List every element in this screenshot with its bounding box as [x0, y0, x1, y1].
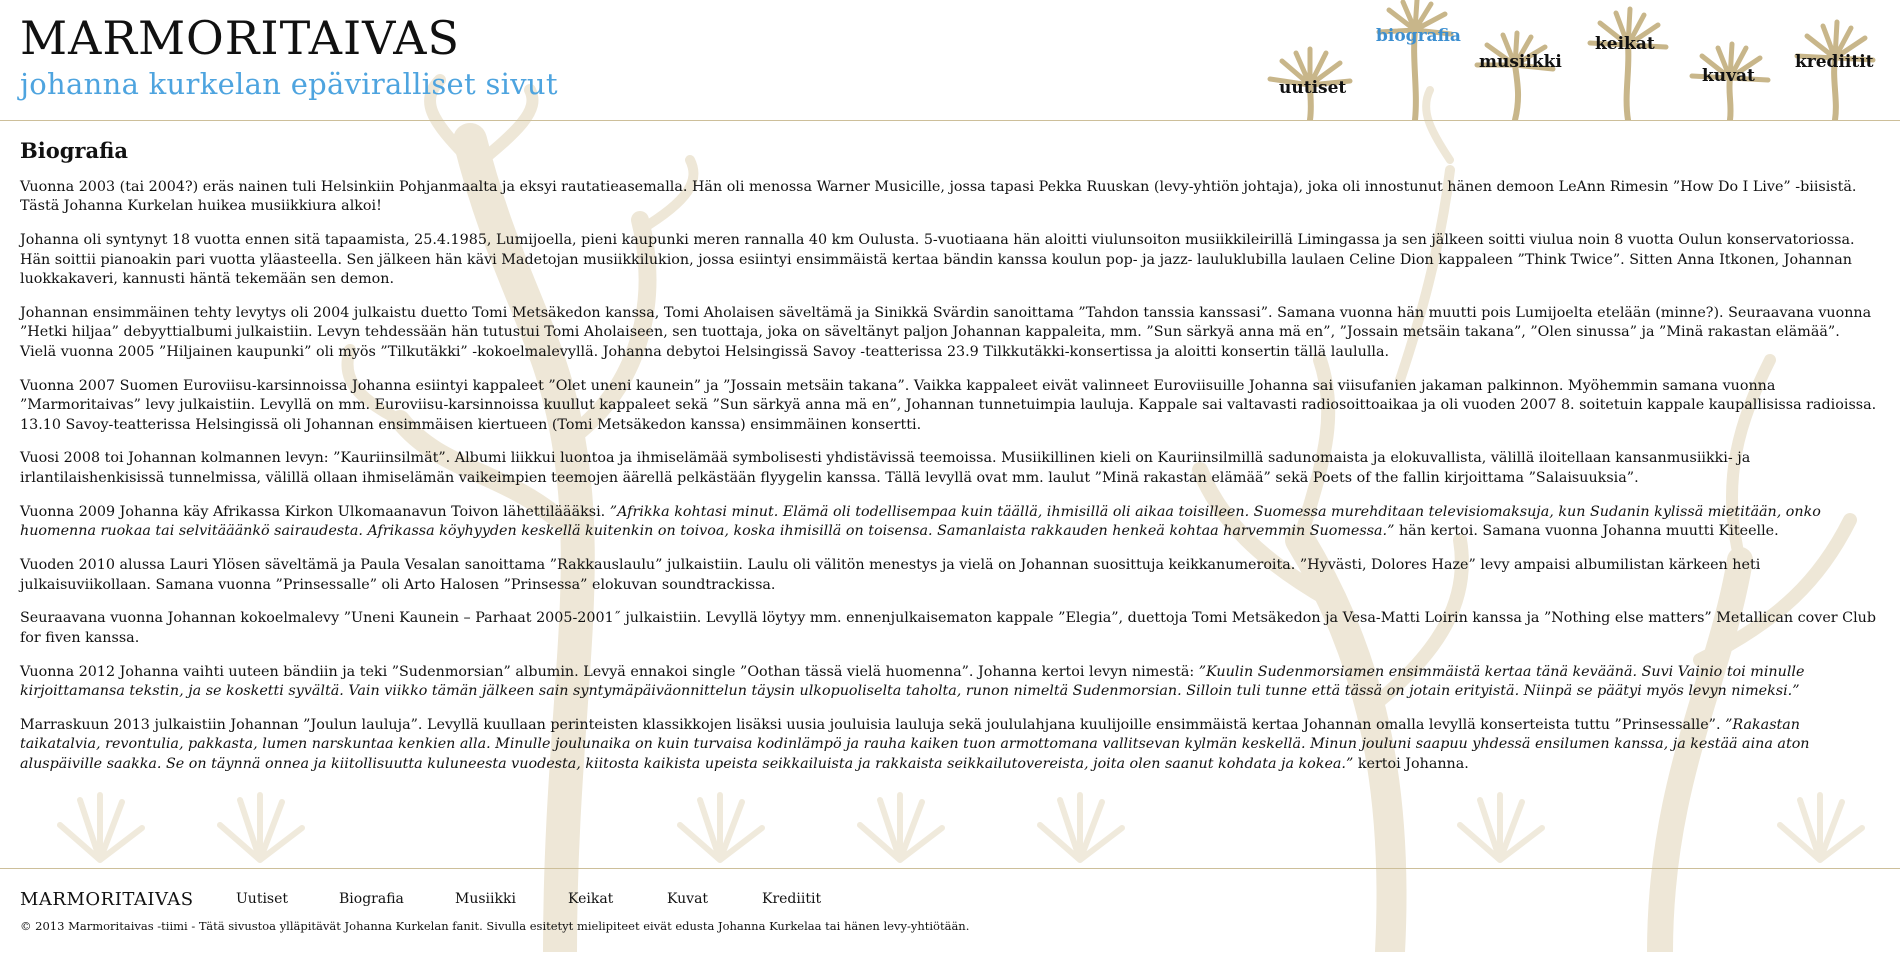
bio-paragraph-2010: Vuoden 2010 alussa Lauri Ylösen säveltämä ja Paula Vesalan sanoittama ”Rakkauslaulu” julkaistiin. Laulu oli välitön menestys ja vielä on Johannan suosittuja keikkanumeroita. ”Hyvästi, Dolores Haze” levy ampaisi albumilistan kärkeen heti julkaisuviikollaan. Samana vuonna ”Prinsessalle” oli Arto Halosen ”Prinsessa” elokuvan soundtrackissa. — [20, 557, 1761, 593]
nav-link-uutiset[interactable]: uutiset — [1279, 78, 1347, 98]
footer-link-biografia[interactable]: Biografia — [339, 891, 404, 907]
footer-link-krediitit[interactable]: Krediitit — [762, 891, 822, 907]
nav-link-krediitit[interactable]: krediitit — [1795, 52, 1874, 72]
quote-text: ”Afrikka kohtasi minut. Elämä oli todellisempaa kuin täällä, ihmisillä oli aikaa toisilleen. Suomessa murehditaan televisiomaksuja, kun Sudanin kylissä mietitään, onko huomenna ruokaa tai selvitääänkö sairaudesta. Afrikassa köyhyyden keskellä kuitenkin on toivoa, koska ihmisillä on toisensa. Samanlaista rakkauden henkeä kohtaa harvemmin Suomessa.” — [20, 503, 1821, 540]
bio-paragraph-2003: Vuonna 2003 (tai 2004?) eräs nainen tuli Helsinkiin Pohjanmaalta ja eksyi rautatieasemalla. Hän oli menossa Warner Musicille, jossa tapasi Pekka Ruuskan (levy-yhtiön johtaja), joka oli innostunut hänen demoon LeAnn Rimesin ”How Do I Live” -biisistä. Tästä Johanna Kurkelan huikea musiikkiura alkoi! — [20, 179, 1857, 215]
site-header — [0, 0, 1900, 121]
nav-link-keikat[interactable]: keikat — [1595, 34, 1655, 54]
bio-paragraph-2008: Vuosi 2008 toi Johannan kolmannen levyn: ”Kauriinsilmät”. Albumi liikkui luontoa ja ihmiselämää symbolisesti yhdistävissä teemoissa. Musiikillinen kieli on Kauriinsilmillä sadunomaista ja elokuvallista, välillä iloitellaan kansanmusiikki- ja irlantilaishenkisissä tunnelmissa, välillä ollaan ihmiselämän vaikeimpien teemojen äärellä pelkästään flyygelin kanssa. Tällä levyllä ovat mm. laulut ”Minä rakastan elämää” sekä Poets of the fallin kirjoittama ”Salaisuuksia”. — [20, 450, 1751, 486]
page-title: Biografia — [20, 138, 128, 163]
site-title[interactable]: MARMORITAIVAS — [20, 11, 460, 65]
paragraph-text: hän kertoi. Samana vuonna Johanna muutti Kiteelle. — [1394, 523, 1779, 540]
bio-paragraph-2012 — [20, 663, 1880, 702]
site-footer — [0, 868, 1900, 953]
paragraph-text: Marraskuun 2013 julkaistiin Johannan ”Joulun lauluja”. Levyllä kuullaan perinteisten klassikkojen lisäksi uusia jouluisia lauluja sekä joululahjana kuulijoille ensimmäistä kertaa Johannan omalla levyllä konserteista tuttu ”Prinsessalle”. — [20, 717, 1726, 734]
bio-paragraph-childhood: Johanna oli syntynyt 18 vuotta ennen sitä tapaamista, 25.4.1985, Lumijoella, pieni kaupunki meren rannalla 40 km Oulusta. 5-vuotiaana hän aloitti viulunsoiton musiikkileirillä Limingassa ja sen jälkeen soitti viulua noin 8 vuotta Oulun konservatoriossa. Hän soittii pianoakin pari vuotta yläasteella. Sen jälkeen hän kävi Madetojan musiikkilukion, jossa esiintyi ensimmäistä kertaa bändin kanssa koulun pop- ja jazz- lauluklubilla laulaen Celine Dion kappaleen ”Think Twice”. Sitten Anna Itkonen, Johannan luokkakaveri, kannusti häntä tekemään sen demon. — [20, 232, 1855, 288]
bio-paragraph-2009 — [20, 503, 1880, 542]
site-subtitle: johanna kurkelan epäviralliset sivut — [20, 67, 558, 101]
paragraph-text: Vuonna 2012 Johanna vaihti uuteen bändiin ja teki ”Sudenmorsian” albumin. Levyä ennakoi single ”Oothan tässä vielä huomenna”. Johanna kertoi levyn nimestä: — [20, 663, 1199, 680]
bio-paragraph-2013 — [20, 716, 1880, 774]
main-navigation — [1240, 0, 1900, 120]
bio-paragraph-2004: Johannan ensimmäinen tehty levytys oli 2004 julkaistu duetto Tomi Metsäkedon kanssa, Tomi Aholaisen säveltämä ja Sinikkä Svärdin sanoittama ”Tahdon tanssia kanssasi”. Samana vuonna hän muutti pois Lumijoelta etelään (minne?). Seuraavana vuonna ”Hetki hiljaa” debyyttialbumi julkaistiin. Levyn tehdessään hän tutustui Tomi Aholaiseen, sen tuottaja, joka on säveltänyt paljon Johannan kappaleita, mm. ”Sun särkyä anna mä en”, ”Jossain metsäin takana”, ”Olen sinussa” ja ”Minä rakastan elämää”. Vielä vuonna 2005 ”Hiljainen kaupunki” oli myös ”Tilkutäkki” -kokoelmalevyllä. Johanna debytoi Helsingissä Savoy -teatterissa 23.9 Tilkkutäkki-konsertissa ja aloitti konsertin tällä laululla. — [20, 305, 1872, 360]
bio-paragraph-2007: Vuonna 2007 Suomen Euroviisu-karsinnoissa Johanna esiintyi kappaleet ”Olet uneni kaunein” ja ”Jossain metsäin takana”. Vaikka kappaleet eivät valinneet Euroviisuille Johanna sai viisufanien jakaman palkinnon. Myöhemmin samana vuonna ”Marmoritaivas” levy julkaistiin. Levyllä on mm. Euroviisu-karsinnoissa kuullut kappaleet sekä ”Sun särkyä anna mä en”, Johannan tunnetuimpia lauluja. Kappale sai valtavasti radiosoittoaikaa ja oli vuoden 2007 8. soitetuin kappale kaupallisissa radioissa. 13.10 Savoy-teatterissa Helsingissä oli Johannan ensimmäisen kiertueen (Tomi Metsäkedon kanssa) ensimmäinen konsertti. — [20, 377, 1877, 433]
footer-link-musiikki[interactable]: Musiikki — [455, 891, 516, 907]
nav-link-kuvat[interactable]: kuvat — [1702, 66, 1755, 86]
nav-link-musiikki[interactable]: musiikki — [1479, 52, 1562, 72]
paragraph-text: Vuonna 2009 Johanna käy Afrikassa Kirkon Ulkomaanavun Toivon lähettiläääksi. — [20, 503, 610, 520]
copyright-notice: © 2013 Marmoritaivas -tiimi - Tätä sivustoa ylläpitävät Johanna Kurkelan fanit. Sivulla esitetyt mielipiteet eivät edusta Johanna Kurkelaa tai hänen levy-yhtiötään. — [20, 919, 970, 933]
paragraph-text: kertoi Johanna. — [1353, 755, 1469, 772]
quote-text: ”Kuulin Sudenmorsiamen ensimmäistä kertaa tänä keväänä. Suvi Vainio toi minulle kirjoittamansa tekstin, ja se kosketti syvältä. Vain viikko tämän jälkeen sain syntymäpäiväonnittelun täysin ulkopuoliselta taholta, runon nimeltä Sudenmorsian. Silloin tuli tunne että tässä on jotain erityistä. Niinpä se päätyi myös levyn nimeksi.” — [20, 663, 1805, 700]
footer-link-uutiset[interactable]: Uutiset — [236, 891, 289, 907]
footer-link-keikat[interactable]: Keikat — [568, 891, 614, 907]
footer-brand[interactable]: MARMORITAIVAS — [20, 889, 194, 910]
footer-link-kuvat[interactable]: Kuvat — [667, 891, 709, 907]
main-content — [20, 138, 1880, 789]
nav-link-biografia[interactable]: biografia — [1376, 26, 1461, 46]
quote-text: ”Rakastan taikatalvia, revontulia, pakkasta, lumen narskuntaa kenkien alla. Minulle joulunaika on kuin turvaisa kodinlämpö ja rauha kaiken tuon armottomana vallitsevan kylmän keskellä. Minun jouluni saapuu yhdessä ensilumen kanssa, ja kestää aina aton aluspäiville saakka. Se on täynnä onnea ja kiitollisuutta kuluneesta vuodesta, kiitosta kaikista upeista seikkailuista ja rakkaista seikkailutovereista, joita olen saanut kohdata ja kokea.” — [20, 717, 1810, 772]
bio-paragraph-2011: Seuraavana vuonna Johannan kokoelmalevy ”Uneni Kaunein – Parhaat 2005-2001˝ julkaistiin. Levyllä löytyy mm. ennenjulkaisematon kappale ”Elegia”, duettoja Tomi Metsäkedon ja Vesa-Matti Loirin kanssa ja ”Nothing else matters” Metallican cover Club for fiven kanssa. — [20, 610, 1877, 646]
